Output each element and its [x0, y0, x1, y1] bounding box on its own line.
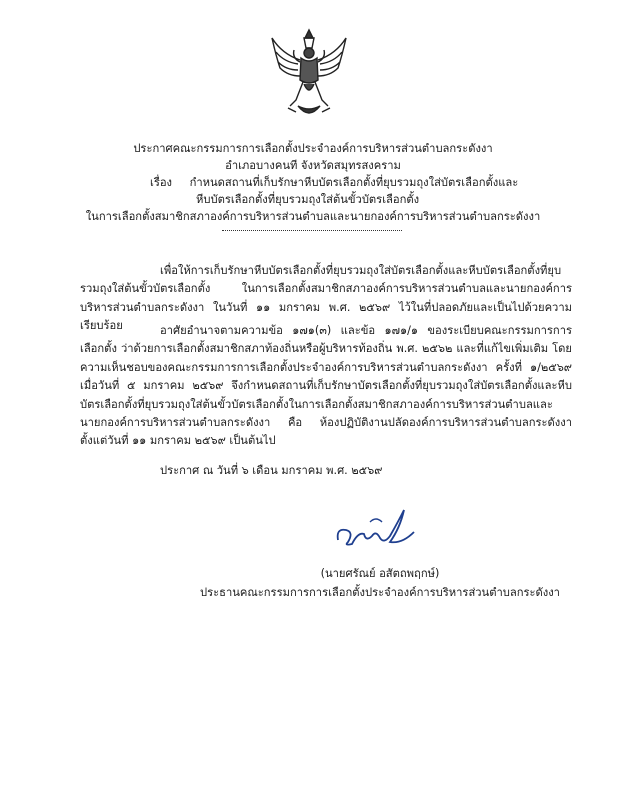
signer-position: ประธานคณะกรรมการการเลือกตั้งประจำองค์การบริหารส่วนตำบลกระดังงา — [200, 586, 560, 599]
signature-icon — [330, 502, 420, 552]
subject-label: เรื่อง — [150, 176, 173, 189]
subject-line-2: หีบบัตรเลือกตั้งที่ยุบรวมถุงใส่ต้นขั้วบัตรเลือกตั้ง — [196, 193, 420, 206]
paragraph-1-text: เพื่อให้การเก็บรักษาหีบบัตรเลือกตั้งที่ยุบรวมถุงใส่บัตรเลือกตั้งและหีบบัตรเลือกตั้งที่ยุบรวมถุงใส่ต้นขั้วบัตรเลือกตั้ง ในการเลือกตั้งสมาชิกสภาองค์การบริหารส่วนตำบลและนายกองค์การบริหารส่วนตำบลกระดังงา ในวันที่ ๑๑ มกราคม พ.ศ. ๒๕๖๙ ไว้ในที่ปลอดภัยและเป็นไปด้วยความเรียบร้อย — [80, 264, 572, 333]
paragraph-2-text: อาศัยอำนาจตามความข้อ ๑๗๑(๓) และข้อ ๑๗๑/๑ ของระเบียบคณะกรรมการการเลือกตั้ง ว่าด้วยการเลือกตั้งสมาชิกสภาท้องถิ่นหรือผู้บริหารท้องถิ่น พ.ศ. ๒๕๖๒ และที่แก้ไขเพิ่มเติม โดยความเห็นชอบของคณะกรรมการการเลือกตั้งประจำองค์การบริหารส่วนตำบลกระดังงา ครั้งที่ ๑/๒๕๖๙ เมื่อวันที่ ๕ มกราคม ๒๕๖๙ จึงกำหนดสถานที่เก็บรักษาบัตรเลือกตั้งที่ยุบรวมถุงใส่บัตรเลือกตั้งและหีบบัตรเลือกตั้งที่ยุบรวมถุงใส่ต้นขั้วบัตรเลือกตั้งในการเลือกตั้งสมาชิกสภาองค์การบริหารส่วนตำบลและนายกองค์การบริหารส่วนตำบลกระดังงา คือ ห้องปฏิบัติงานปลัดองค์การบริหารส่วนตำบลกระดังงา ตั้งแต่วันที่ ๑๑ มกราคม ๒๕๖๙ เป็นต้นไป — [80, 324, 572, 448]
signer-name: (นายศรัณย์ อสัตถพฤกษ์) — [320, 567, 440, 580]
subject-block — [150, 174, 580, 208]
header-line-5: ในการเลือกตั้งสมาชิกสภาองค์การบริหารส่วนตำบลและนายกองค์การบริหารส่วนตำบลกระดังงา — [85, 210, 541, 223]
subject-line-1: กำหนดสถานที่เก็บรักษาหีบบัตรเลือกตั้งที่ยุบรวมถุงใส่บัตรเลือกตั้งและ — [189, 176, 519, 189]
separator-dots — [222, 230, 402, 231]
header-line-1: ประกาศคณะกรรมการการเลือกตั้งประจำองค์การบริหารส่วนตำบลกระดังงา — [133, 142, 493, 155]
header-line-2: อำเภอบางคนที จังหวัดสมุทรสงคราม — [225, 159, 401, 172]
garuda-emblem-icon — [268, 28, 350, 124]
announce-date: ประกาศ ณ วันที่ ๖ เดือน มกราคม พ.ศ. ๒๕๖๙ — [160, 464, 383, 477]
paragraph-2 — [80, 322, 572, 451]
header-title — [40, 140, 586, 174]
